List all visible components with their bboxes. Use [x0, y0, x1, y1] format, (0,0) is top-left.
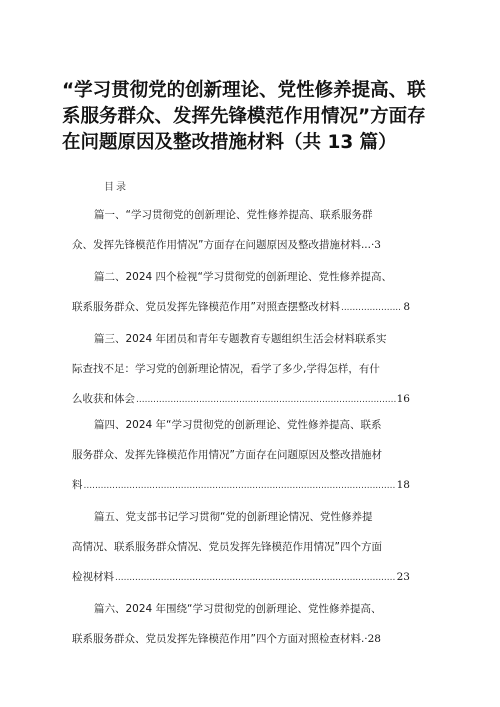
toc-entry-line: 检视材料: [72, 571, 114, 583]
toc-entry-last-line: [72, 470, 410, 500]
title-line-2: 系服务群众、发挥先锋模范作用情况”方面存: [62, 106, 426, 127]
toc-page-number: 23: [396, 571, 410, 583]
document-title: [62, 78, 442, 156]
toc-page-number: 8: [403, 301, 410, 313]
toc-entry-line: 服务群众、发挥先锋模范作用情况”方面存在问题原因及整改措施材: [72, 449, 382, 461]
toc-entry-line: 际查找不足：学习党的创新理论情况，看学了多少,学得怎样，有什: [72, 363, 380, 375]
title-line-1: “学习贯彻党的创新理论、党性修养提高、联: [62, 80, 426, 101]
toc-entry-line: 料: [72, 479, 83, 491]
toc-entry-line: 篇一、“学习贯彻党的创新理论、党性修养提高、联系服务群: [94, 209, 373, 221]
toc-entry-line: 联系服务群众、党员发挥先锋模范作用”四个方面对照检查材料.: [72, 633, 365, 645]
toc-entry-line: 联系服务群众、党员发挥先锋模范作用”对照查摆整改材料: [72, 301, 340, 313]
toc-entry-last-line: [72, 624, 410, 654]
toc-entry-line: 篇三、2024 年团员和青年专题教育专题组织生活会材料联系实: [94, 333, 387, 345]
toc-entry-line: 篇四、2024 年“学习贯彻党的创新理论、党性修养提高、联系: [94, 419, 382, 431]
toc-leader-dots: [115, 563, 396, 593]
toc-heading: 目录: [104, 182, 128, 193]
toc-page-number: 16: [396, 393, 410, 405]
toc-entry-line: 么收获和体会: [72, 393, 135, 405]
toc-entry-2[interactable]: [72, 262, 410, 322]
toc-leader-dots: [341, 293, 402, 323]
toc-entry-5[interactable]: [72, 502, 410, 592]
toc-entry-4[interactable]: [72, 410, 410, 500]
toc-entry-6[interactable]: [72, 594, 410, 654]
toc-entry-line: 篇二、2024 四个检视“学习贯彻党的创新理论、党性修养提高、: [94, 271, 392, 283]
toc-page-number: ·28: [364, 633, 381, 645]
toc-page-number: 18: [396, 479, 410, 491]
toc-entry-1[interactable]: [72, 200, 410, 260]
toc-entry-line: 篇五、党支部书记学习贯彻“党的创新理论情况、党性修养提: [94, 511, 373, 523]
toc-entry-line: 高情况、联系服务群众情况、党员发挥先锋模范作用情况”四个方面: [72, 541, 382, 553]
toc-page-number: ·3: [370, 239, 381, 251]
toc-entry-last-line: [72, 292, 410, 322]
toc-entry-line: 众、发挥先锋模范作用情况”方面存在问题原因及整改措施材料...: [72, 239, 371, 251]
toc-leader-dots: [84, 471, 396, 501]
toc-entry-last-line: [72, 230, 410, 260]
toc-entry-3[interactable]: [72, 324, 410, 414]
title-line-3: 在问题原因及整改措施材料（共 13 篇）: [62, 132, 397, 153]
toc-entry-line: 篇六、2024 年围绕“学习贯彻党的创新理论、党性修养提高、: [94, 603, 382, 615]
toc-entry-last-line: [72, 562, 410, 592]
